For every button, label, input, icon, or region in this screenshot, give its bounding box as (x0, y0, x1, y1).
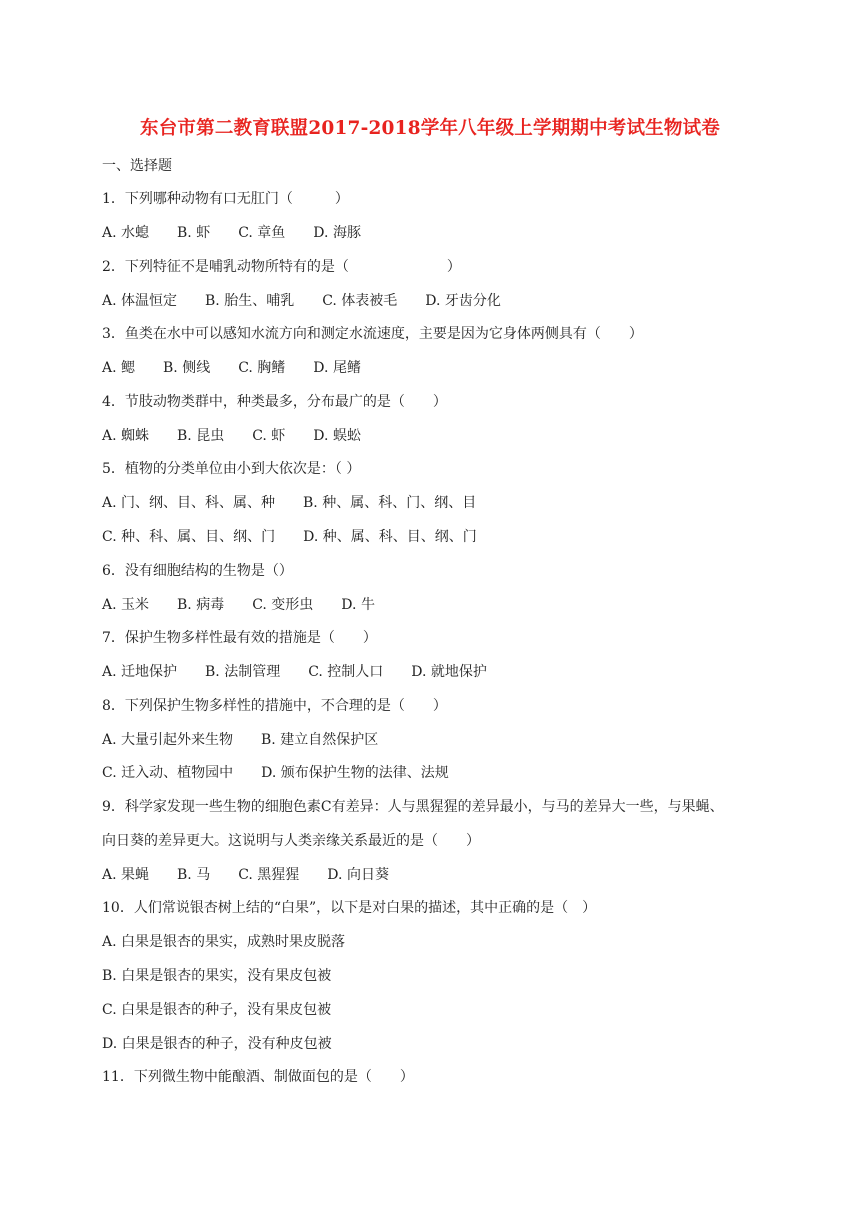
question-11: 11．下列微生物中能酿酒、制做面包的是（ ） (102, 1069, 414, 1085)
question-10-option-c: C. 白果是银杏的种子，没有果皮包被 (102, 1002, 332, 1018)
question-10: 10．人们常说银杏树上结的“白果”，以下是对白果的描述，其中正确的是（ ） (102, 900, 597, 916)
question-9-continued: 向日葵的差异更大。这说明与人类亲缘关系最近的是（ ） (102, 833, 480, 849)
question-6-options: A. 玉米 B. 病毒 C. 变形虫 D. 牛 (102, 597, 375, 613)
question-2: 2．下列特征不是哺乳动物所特有的是（ ） (102, 259, 461, 275)
question-7: 7．保护生物多样性最有效的措施是（ ） (102, 630, 377, 646)
question-5: 5．植物的分类单位由小到大依次是：（ ） (102, 461, 361, 477)
question-4: 4．节肢动物类群中，种类最多，分布最广的是（ ） (102, 394, 447, 410)
question-6: 6．没有细胞结构的生物是（） (102, 563, 293, 579)
question-4-options: A. 蜘蛛 B. 昆虫 C. 虾 D. 蜈蚣 (102, 428, 361, 444)
question-8-options-ab: A. 大量引起外来生物 B. 建立自然保护区 (102, 732, 379, 748)
question-3-options: A. 鳃 B. 侧线 C. 胸鳍 D. 尾鳍 (102, 360, 361, 376)
question-8: 8．下列保护生物多样性的措施中，不合理的是（ ） (102, 698, 447, 714)
question-10-option-a: A. 白果是银杏的果实，成熟时果皮脱落 (102, 934, 346, 950)
question-5-options-cd: C. 种、科、属、目、纲、门 D. 种、属、科、目、纲、门 (102, 529, 477, 545)
question-9: 9．科学家发现一些生物的细胞色素C有差异：人与黑猩猩的差异最小，与马的差异大一些，与果蝇、 (102, 799, 724, 815)
question-8-options-cd: C. 迁入动、植物园中 D. 颁布保护生物的法律、法规 (102, 765, 449, 781)
question-2-options: A. 体温恒定 B. 胎生、哺乳 C. 体表被毛 D. 牙齿分化 (102, 293, 501, 309)
question-1-options: A. 水螅 B. 虾 C. 章鱼 D. 海豚 (102, 225, 361, 241)
question-1: 1．下列哪种动物有口无肛门（ ） (102, 191, 349, 207)
exam-title: 东台市第二教育联盟2017-2018学年八年级上学期期中考试生物试卷 (140, 118, 720, 139)
question-5-options-ab: A. 门、纲、目、科、属、种 B. 种、属、科、门、纲、目 (102, 495, 477, 511)
question-10-option-b: B. 白果是银杏的果实，没有果皮包被 (102, 968, 332, 984)
question-9-options: A. 果蝇 B. 马 C. 黑猩猩 D. 向日葵 (102, 867, 389, 883)
question-7-options: A. 迁地保护 B. 法制管理 C. 控制人口 D. 就地保护 (102, 664, 487, 680)
question-10-option-d: D. 白果是银杏的种子，没有种皮包被 (102, 1036, 332, 1052)
question-3: 3．鱼类在水中可以感知水流方向和测定水流速度，主要是因为它身体两侧具有（ ） (102, 326, 643, 342)
section-heading: 一、选择题 (102, 158, 172, 174)
